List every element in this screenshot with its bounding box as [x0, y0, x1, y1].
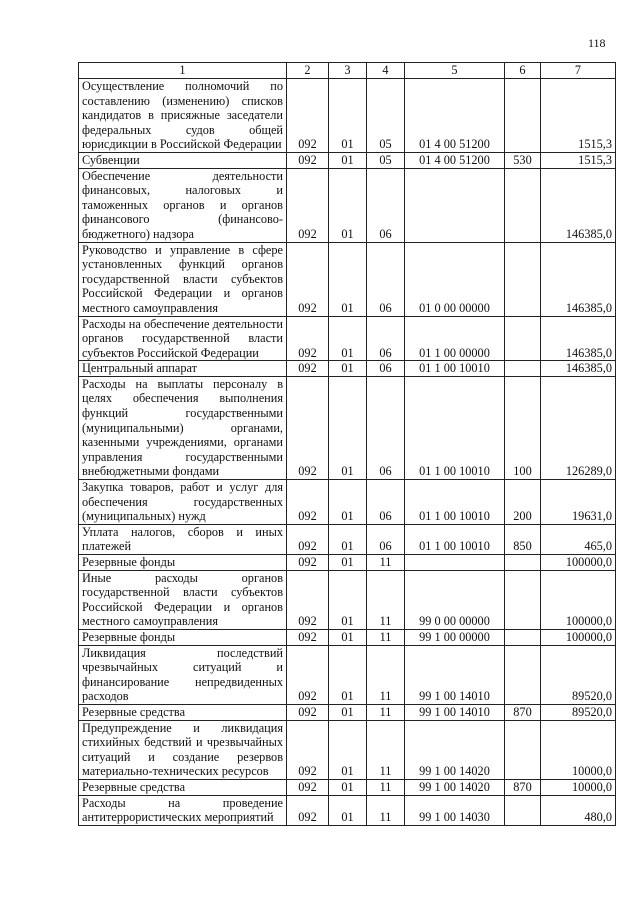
table-row [79, 79, 616, 153]
row-name: Центральный аппарат [79, 361, 287, 377]
row-section: 01 [329, 242, 367, 316]
row-amount: 100000,0 [541, 555, 616, 571]
row-subsection: 11 [367, 795, 405, 825]
row-amount: 146385,0 [541, 242, 616, 316]
table-row [79, 779, 616, 795]
row-subsection: 11 [367, 720, 405, 779]
row-subsection: 11 [367, 629, 405, 645]
row-code: 092 [287, 480, 329, 525]
row-code: 092 [287, 555, 329, 571]
row-expense-type: 100 [505, 376, 541, 479]
row-name: Резервные средства [79, 704, 287, 720]
row-expense-type [505, 361, 541, 377]
row-section: 01 [329, 376, 367, 479]
page-number: 118 [588, 36, 606, 50]
row-expense-type [505, 168, 541, 242]
table-row [79, 316, 616, 361]
row-target-article: 01 1 00 10010 [405, 480, 505, 525]
column-header: 5 [405, 63, 505, 79]
row-subsection: 11 [367, 645, 405, 704]
column-header: 1 [79, 63, 287, 79]
row-name: Резервные фонды [79, 629, 287, 645]
row-subsection: 06 [367, 361, 405, 377]
row-target-article: 01 1 00 00000 [405, 316, 505, 361]
row-name: Расходы на выплаты персоналу в целях обеспечения выполнения функций государственными (муниципальными) органами, казенными учреждениями, органами управления государственными внебюджетными фондами [79, 376, 287, 479]
row-section: 01 [329, 779, 367, 795]
column-header: 7 [541, 63, 616, 79]
row-name: Резервные фонды [79, 555, 287, 571]
row-expense-type [505, 555, 541, 571]
table-row [79, 376, 616, 479]
row-expense-type: 530 [505, 152, 541, 168]
row-section: 01 [329, 645, 367, 704]
table-row [79, 795, 616, 825]
row-target-article: 01 0 00 00000 [405, 242, 505, 316]
row-amount: 146385,0 [541, 168, 616, 242]
row-amount: 126289,0 [541, 376, 616, 479]
row-amount: 89520,0 [541, 704, 616, 720]
row-amount: 465,0 [541, 524, 616, 554]
row-code: 092 [287, 570, 329, 629]
column-header: 4 [367, 63, 405, 79]
row-section: 01 [329, 361, 367, 377]
row-amount: 146385,0 [541, 316, 616, 361]
row-section: 01 [329, 480, 367, 525]
column-header: 6 [505, 63, 541, 79]
row-subsection: 11 [367, 570, 405, 629]
row-code: 092 [287, 720, 329, 779]
row-section: 01 [329, 79, 367, 153]
row-target-article: 99 1 00 14020 [405, 720, 505, 779]
row-expense-type [505, 720, 541, 779]
row-amount: 10000,0 [541, 720, 616, 779]
budget-table [78, 62, 616, 826]
row-section: 01 [329, 524, 367, 554]
row-subsection: 06 [367, 480, 405, 525]
row-amount: 1515,3 [541, 152, 616, 168]
row-target-article: 01 1 00 10010 [405, 361, 505, 377]
table-row [79, 704, 616, 720]
row-name: Закупка товаров, работ и услуг для обеспечения государственных (муниципальных) нужд [79, 480, 287, 525]
table-row [79, 720, 616, 779]
column-header: 2 [287, 63, 329, 79]
row-code: 092 [287, 376, 329, 479]
row-expense-type: 200 [505, 480, 541, 525]
row-target-article: 01 4 00 51200 [405, 152, 505, 168]
row-target-article: 99 1 00 14010 [405, 704, 505, 720]
row-section: 01 [329, 795, 367, 825]
row-code: 092 [287, 361, 329, 377]
row-name: Резервные средства [79, 779, 287, 795]
row-target-article: 01 4 00 51200 [405, 79, 505, 153]
table-row [79, 152, 616, 168]
row-name: Осуществление полномочий по составлению (изменению) списков кандидатов в присяжные заседатели федеральных судов общей юрисдикции в Российской Федерации [79, 79, 287, 153]
table-row [79, 168, 616, 242]
row-amount: 89520,0 [541, 645, 616, 704]
row-code: 092 [287, 795, 329, 825]
row-section: 01 [329, 704, 367, 720]
row-subsection: 06 [367, 168, 405, 242]
row-amount: 100000,0 [541, 629, 616, 645]
header-row [79, 63, 616, 79]
row-target-article: 99 1 00 14010 [405, 645, 505, 704]
row-code: 092 [287, 79, 329, 153]
row-section: 01 [329, 720, 367, 779]
row-name: Обеспечение деятельности финансовых, налоговых и таможенных органов и органов финансового (финансово-бюджетного) надзора [79, 168, 287, 242]
row-expense-type [505, 242, 541, 316]
row-subsection: 06 [367, 524, 405, 554]
row-expense-type [505, 570, 541, 629]
row-target-article: 99 1 00 14030 [405, 795, 505, 825]
row-name: Расходы на проведение антитеррористических мероприятий [79, 795, 287, 825]
row-expense-type [505, 316, 541, 361]
row-amount: 146385,0 [541, 361, 616, 377]
row-subsection: 05 [367, 152, 405, 168]
table-row [79, 645, 616, 704]
row-subsection: 11 [367, 555, 405, 571]
row-name: Ликвидация последствий чрезвычайных ситуаций и финансирование непредвиденных расходов [79, 645, 287, 704]
row-code: 092 [287, 242, 329, 316]
row-section: 01 [329, 570, 367, 629]
table-row [79, 629, 616, 645]
table-row [79, 570, 616, 629]
row-subsection: 05 [367, 79, 405, 153]
row-amount: 1515,3 [541, 79, 616, 153]
table-row [79, 524, 616, 554]
row-subsection: 06 [367, 376, 405, 479]
row-name: Субвенции [79, 152, 287, 168]
row-target-article: 01 1 00 10010 [405, 376, 505, 479]
row-expense-type [505, 79, 541, 153]
row-section: 01 [329, 168, 367, 242]
row-subsection: 11 [367, 779, 405, 795]
table-row [79, 242, 616, 316]
row-target-article: 99 1 00 14020 [405, 779, 505, 795]
row-code: 092 [287, 316, 329, 361]
row-section: 01 [329, 555, 367, 571]
row-target-article [405, 168, 505, 242]
row-expense-type [505, 645, 541, 704]
row-subsection: 06 [367, 316, 405, 361]
table-row [79, 361, 616, 377]
row-code: 092 [287, 779, 329, 795]
row-code: 092 [287, 524, 329, 554]
table-row [79, 555, 616, 571]
row-expense-type: 850 [505, 524, 541, 554]
row-amount: 10000,0 [541, 779, 616, 795]
row-target-article: 99 1 00 00000 [405, 629, 505, 645]
row-code: 092 [287, 168, 329, 242]
row-amount: 100000,0 [541, 570, 616, 629]
row-expense-type: 870 [505, 779, 541, 795]
row-target-article: 01 1 00 10010 [405, 524, 505, 554]
column-header: 3 [329, 63, 367, 79]
row-expense-type [505, 629, 541, 645]
row-code: 092 [287, 645, 329, 704]
row-subsection: 11 [367, 704, 405, 720]
row-name: Уплата налогов, сборов и иных платежей [79, 524, 287, 554]
row-expense-type [505, 795, 541, 825]
row-subsection: 06 [367, 242, 405, 316]
row-expense-type: 870 [505, 704, 541, 720]
row-target-article [405, 555, 505, 571]
row-code: 092 [287, 629, 329, 645]
row-name: Расходы на обеспечение деятельности органов государственной власти субъектов Российской Федерации [79, 316, 287, 361]
row-code: 092 [287, 704, 329, 720]
table-row [79, 480, 616, 525]
row-target-article: 99 0 00 00000 [405, 570, 505, 629]
row-amount: 19631,0 [541, 480, 616, 525]
row-section: 01 [329, 629, 367, 645]
row-name: Иные расходы органов государственной власти субъектов Российской Федерации и органов местного самоуправления [79, 570, 287, 629]
row-section: 01 [329, 316, 367, 361]
row-code: 092 [287, 152, 329, 168]
row-name: Руководство и управление в сфере установленных функций органов государственной власти субъектов Российской Федерации и органов местного самоуправления [79, 242, 287, 316]
row-amount: 480,0 [541, 795, 616, 825]
row-section: 01 [329, 152, 367, 168]
row-name: Предупреждение и ликвидация стихийных бедствий и чрезвычайных ситуаций и создание резервов материально-технических ресурсов [79, 720, 287, 779]
